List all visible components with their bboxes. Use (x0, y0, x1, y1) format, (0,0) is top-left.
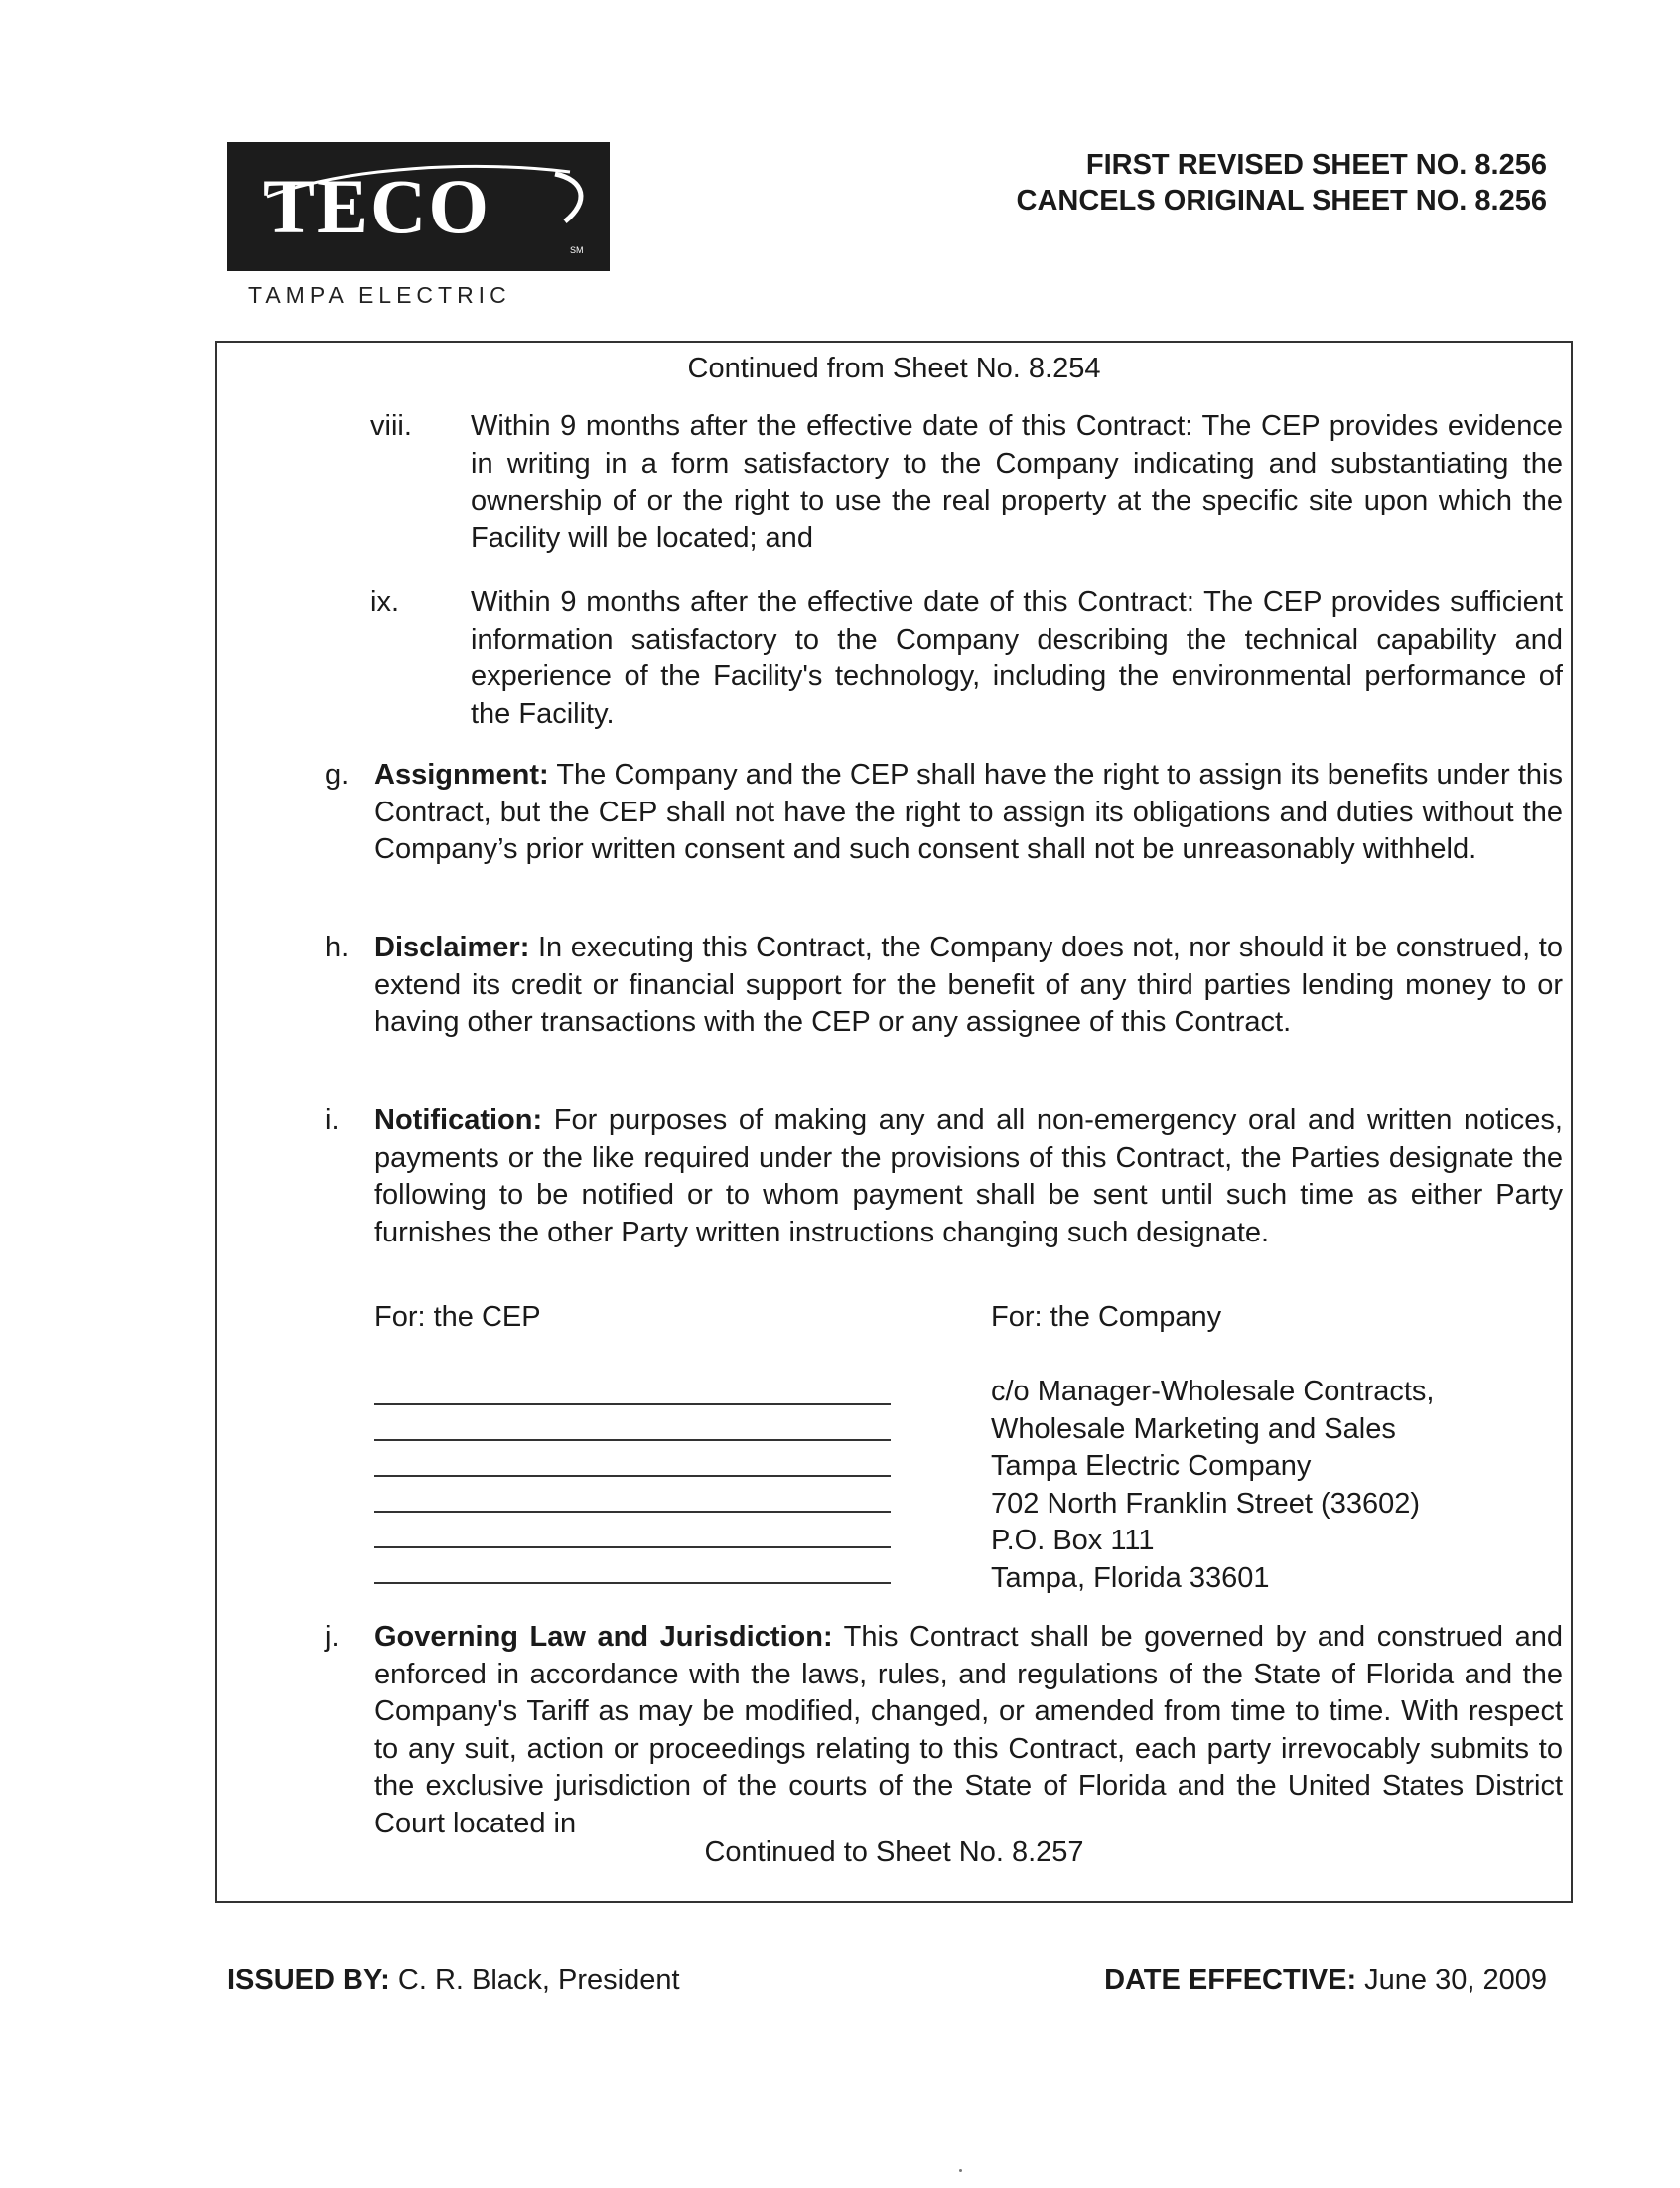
address-line: 702 North Franklin Street (33602) (991, 1487, 1420, 1520)
section-disclaimer (374, 930, 1563, 1042)
for-company-label: For: the Company (991, 1301, 1222, 1333)
item-text: Within 9 months after the effective date of this Contract: The CEP provides sufficient information satisfactory to the Company describing the technical capability and experience of the Facility's technology, including the environmental performance of the Facility. (471, 586, 1563, 730)
cancels-sheet-number: CANCELS ORIGINAL SHEET NO. 8.256 (1016, 185, 1547, 217)
scan-speck (959, 2169, 962, 2172)
cep-blank-line[interactable] (374, 1511, 891, 1513)
item-text: Within 9 months after the effective date of this Contract: The CEP provides evidence in writing in a form satisfactory to the Company indicating and substantiating the ownership of or the right to use the real property at the specific site upon which the Facility will be located; and (471, 410, 1563, 554)
section-governing-law (374, 1619, 1563, 1842)
item-marker: viii. (370, 410, 412, 442)
continued-from: Continued from Sheet No. 8.254 (687, 353, 1101, 384)
tariff-content-box (215, 341, 1573, 1903)
section-letter: i. (325, 1104, 340, 1136)
section-assignment (374, 757, 1563, 869)
continued-to: Continued to Sheet No. 8.257 (704, 1836, 1084, 1868)
section-text: In executing this Contract, the Company does not, nor should it be construed, to extend its credit or financial support for the benefit of any third parties lending money to or having other transactions with the CEP or any assignee of this Contract. (374, 932, 1563, 1038)
logo-wordmark: TECO (263, 163, 491, 249)
date-effective (1104, 1963, 1547, 1998)
date-effective-value: June 30, 2009 (1364, 1965, 1547, 1996)
issued-by (227, 1963, 680, 1998)
address-line: P.O. Box 111 (991, 1525, 1155, 1556)
section-notification (374, 1102, 1563, 1251)
section-title: Notification: (374, 1104, 543, 1136)
cep-blank-line[interactable] (374, 1439, 891, 1441)
section-letter: g. (325, 759, 350, 791)
section-title: Assignment: (374, 759, 549, 791)
issued-by-value: C. R. Black, President (397, 1965, 680, 1996)
cep-blank-line[interactable] (374, 1582, 891, 1584)
cep-blank-line[interactable] (374, 1475, 891, 1477)
date-effective-label: DATE EFFECTIVE: (1104, 1965, 1357, 1996)
section-letter: j. (325, 1621, 340, 1653)
cep-blank-line[interactable] (374, 1546, 891, 1548)
svg-text:SM: SM (570, 245, 584, 255)
sheet-header (1017, 147, 1547, 219)
section-text: For purposes of making any and all non-emergency oral and written notices, payments or the like required under the provisions of this Contract, the Parties designate the following to be notified or to whom payment shall be sent until such time as either Party furnishes the other Party written instructions changing such designate. (374, 1104, 1563, 1248)
address-line: Wholesale Marketing and Sales (991, 1412, 1396, 1445)
section-letter: h. (325, 932, 350, 963)
section-text: This Contract shall be governed by and construed and enforced in accordance with the laws, rules, and regulations of the State of Florida and the Company's Tariff as may be modified, changed, or amended from time to time. With respect to any suit, action or proceedings relating to this Contract, each party irrevocably submits to the exclusive jurisdiction of the courts of the State of Florida and the United States District Court located in (374, 1621, 1563, 1839)
address-line: Tampa Electric Company (991, 1450, 1312, 1482)
issued-by-label: ISSUED BY: (227, 1965, 390, 1996)
section-title: Disclaimer: (374, 932, 530, 963)
item-marker: ix. (370, 586, 399, 618)
section-title: Governing Law and Jurisdiction: (374, 1621, 833, 1653)
cep-blank-line[interactable] (374, 1403, 891, 1405)
teco-logo (227, 142, 610, 271)
for-cep-label: For: the CEP (374, 1301, 541, 1333)
sheet-number: FIRST REVISED SHEET NO. 8.256 (1085, 149, 1547, 181)
section-text: The Company and the CEP shall have the right to assign its benefits under this Contract, but the CEP shall not have the right to assign its obligations and duties without the Company’s prior written consent and such consent shall not be unreasonably withheld. (374, 759, 1563, 865)
company-address (991, 1374, 1434, 1597)
logo-subtitle: TAMPA ELECTRIC (248, 282, 511, 308)
address-line: c/o Manager-Wholesale Contracts, (991, 1376, 1435, 1407)
address-line: Tampa, Florida 33601 (991, 1561, 1270, 1594)
